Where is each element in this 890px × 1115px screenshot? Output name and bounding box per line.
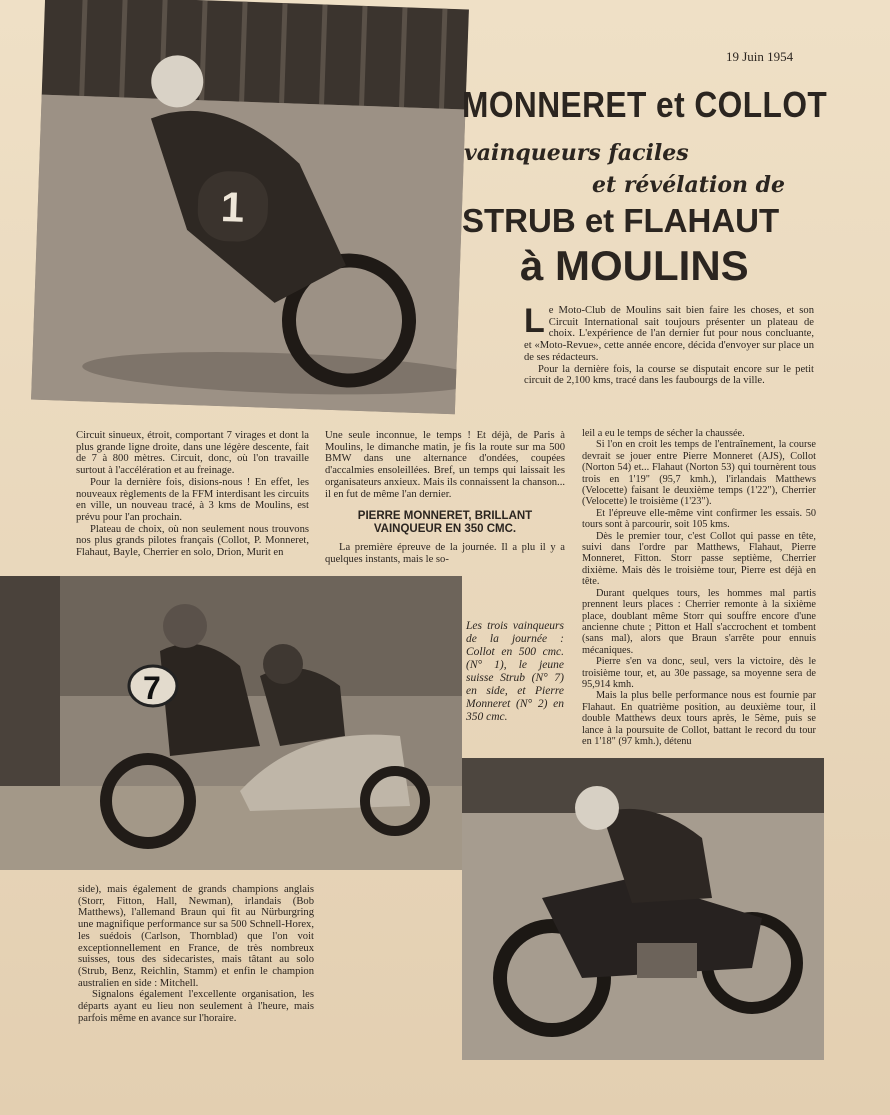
headline-line1: MONNERET et COLLOT [462, 84, 828, 125]
bottom-para1: side), mais également de grands champions anglais (Storr, Fitton, Hall, Newman), irlandais (Bob Matthews), l'allemand Braun qui fit au Nürburgring une magnifique performance sur sa 500 Schnell-Horex, les suédois (Carlson, Thornblad) que l'on voit exceptionnellement en France, de très nombreux suisses, tous des sidecaristes, mais tâtant au solo (Strub, Benz, Reichlin, Stamm) et enfin le champion australien en side : Mitchell. [78, 884, 314, 989]
sidecar-number: 7 [143, 670, 161, 706]
intro-text [524, 302, 814, 387]
column-3 [582, 428, 816, 747]
headline-line3: et révélation de [592, 172, 786, 198]
photo-monneret-350 [462, 758, 824, 1060]
photo-caption: Les trois vainqueurs de la journée : Collot en 500 cmc. (N° 1), le jeune suisse Strub (N° 7) en side, et Pierre Monneret (N° 2) en 350 cmc. [466, 620, 564, 723]
dropcap: L [524, 302, 545, 340]
sidecar-illustration [0, 576, 462, 870]
column-2 [325, 430, 565, 566]
subhead: PIERRE MONNERET, BRILLANT VAINQUEUR EN 350 CMC. [357, 510, 533, 536]
column-1 [76, 430, 309, 559]
col1-para3: Plateau de choix, où non seulement nous trouvons nos plus grands pilotes français (Collot, P. Monneret, Flahaut, Bayle, Cherrier en solo, Drion, Murit en [76, 523, 309, 559]
photo-collot-number-1 [31, 0, 469, 414]
col2-para1: Une seule inconnue, le temps ! Et déjà, de Paris à Moulins, le dimanche matin, je fis la route sur ma 500 BMW dans une alternance d'ondées, coupées d'accalmies ensoleillées. Bref, un temps qui laissait les organisateurs anxieux. Mais ils connaissent la chanson... il en fut de même l'an dernier. [325, 430, 565, 500]
svg-text:1: 1 [220, 183, 246, 231]
col3-para7: Mais la plus belle performance nous est fournie par Flahaut. En quatrième position, au deuxième tour, il double Matthews deux tours après, le 5ème, puis se lance à la poursuite de Collot, battant le record du tour en 1'18" (97 kmh.), détenu [582, 690, 816, 747]
intro-para2: Pour la dernière fois, la course se disputait encore sur le petit circuit de 2,100 kms, tracé dans les faubourgs de la ville. [524, 363, 814, 387]
col3-para3: Et l'épreuve elle-même vint confirmer les essais. 50 tours sont à parcourir, soit 105 kms. [582, 507, 816, 531]
issue-date: 19 Juin 1954 [726, 49, 794, 64]
col3-para5: Durant quelques tours, les hommes mal partis prennent leurs places : Cherrier remonte à la sixième place, doublant même Storr qui souffre encore d'une ancienne chute ; Pitton et Hall s'accrochent et tombent (sans mal), alors que Braun s'arrête pour ennuis mécaniques. [582, 587, 816, 656]
headline-line2: vainqueurs faciles [464, 140, 689, 166]
col1-para2: Pour la dernière fois, disions-nous ! En effet, les nouveaux règlements de la FFM interdisant les circuits en ville, un nouveau tracé, à 3 kms de Moulins, est prévu pour l'an prochain. [76, 476, 309, 523]
col1-para1: Circuit sinueux, étroit, comportant 7 virages et dont la plus grande ligne droite, dans une légère descente, fait de 7 à 800 mètres. Circuit, donc, où l'on travaille surtout à l'accélération et au freinage. [76, 430, 309, 477]
photo-strub-sidecar-number-7 [0, 576, 462, 870]
racer-illustration [31, 0, 469, 414]
col3-para6: Pierre s'en va donc, seul, vers la victoire, dès le troisième tour, et, au 30e passage, sa moyenne sera de 95,914 kmh. [582, 656, 816, 690]
headline-line5: à MOULINS [520, 242, 749, 289]
column-bottom [78, 884, 314, 1024]
headline-line4: STRUB et FLAHAUT [462, 202, 780, 239]
col3-para4: Dès le premier tour, c'est Collot qui passe en tête, suivi dans l'ordre par Matthews, Flahaut, Pierre Monneret, Fitton. Storr passe septième, Cherrier dixième. Mais dès le troisième tour, Pierre est déjà en tête. [582, 530, 816, 588]
bottom-para2: Signalons également l'excellente organisation, les départs ayant eu lieu non seulement à l'heure, mais parfois même en avance sur l'horaire. [78, 989, 314, 1024]
col3-para2: Si l'on en croit les temps de l'entraînement, la course devrait se jouer entre Pierre Monneret (AJS), Collot (Norton 54) et... Flahaut (Norton 53) qui tournèrent tous trois en 1'19" (95,7 kmh.), l'irlandais Matthews (Velocette) faisant le deuxième temps (1'22"), Cherrier (Velocette) le troisième (1'23"). [582, 439, 816, 508]
solo-racer-illustration [462, 758, 824, 1060]
intro-para1: e Moto-Club de Moulins sait bien faire les choses, et son Circuit International sait toujours présenter un plateau de choix. L'expérience de l'an dernier fut pour nous concluante, et «Moto-Revue», cette année encore, décida d'envoyer sur place un de ses rédacteurs. [524, 305, 814, 363]
col2-para2: La première épreuve de la journée. Il a plu il y a quelques instants, mais le so- [325, 542, 565, 565]
col3-para1: leil a eu le temps de sécher la chaussée. [582, 428, 745, 439]
